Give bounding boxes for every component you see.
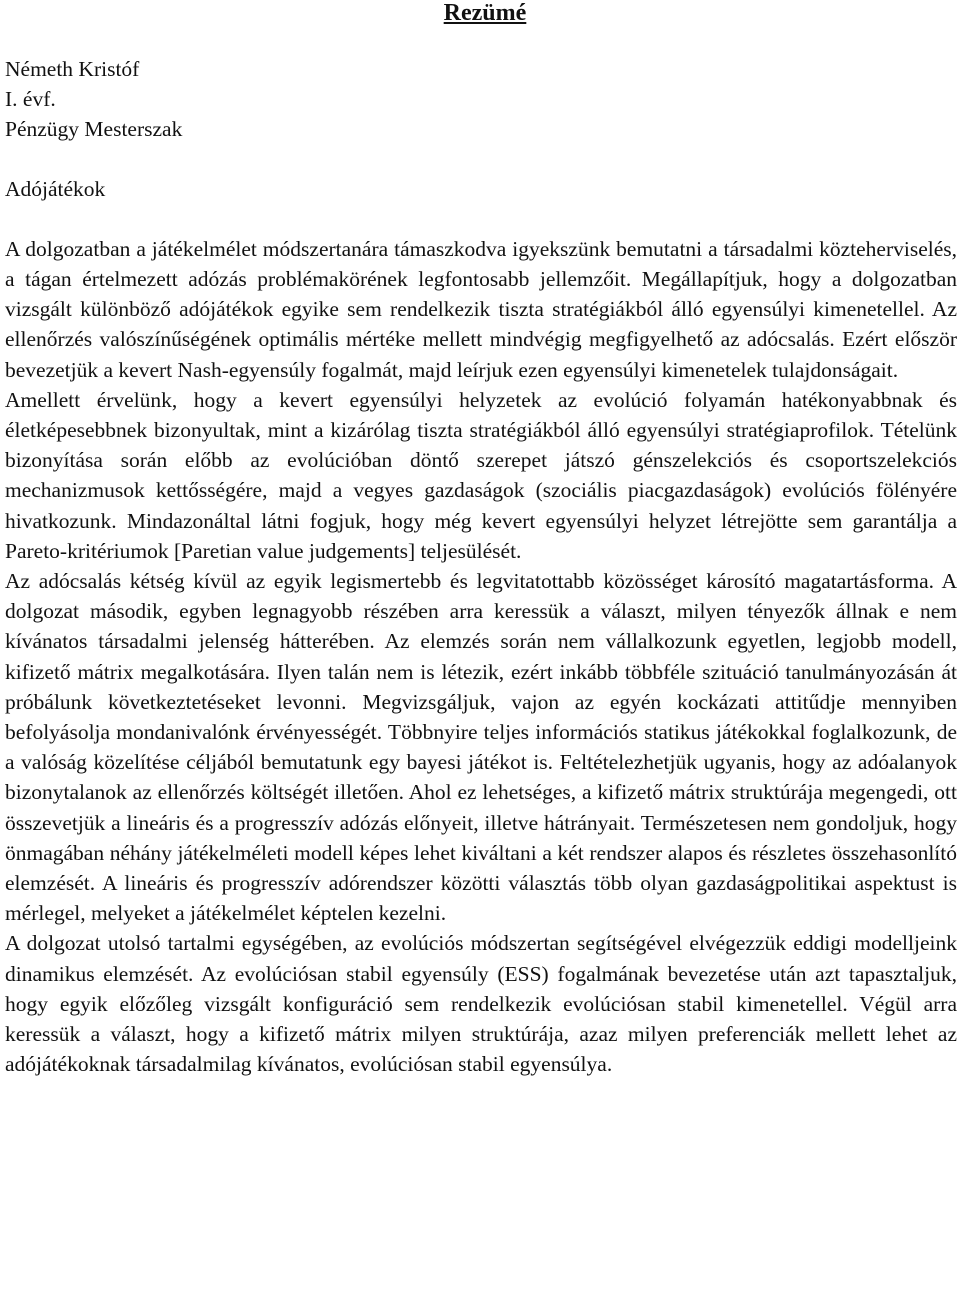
paragraph-evolution-argument: Amellett érvelünk, hogy a kevert egyensúlyi helyzetek az evolúció folyamán hatékonyabbnak és életképesebbnek bizonyultak, mint a kizárólag tiszta stratégiákból álló egyensúlyi stratégiaprofilok. Tételünk bizonyítása során előbb az evolúcióban döntő szerepet játszó génszelekciós és csoportszelekciós mechanizmusok kettősségére, majd a vegyes gazdaságok (szociális piacgazdaságok) evolúciós fölényére hivatkozunk. Mindazonáltal látni fogjuk, hogy még kevert egyensúlyi helyzet létrejötte sem garantálja a Pareto-kritériumok [Paretian value judgements] teljesülését. xyxy=(5,387,957,563)
study-year: I. évf. xyxy=(5,87,56,112)
paragraph-tax-evasion: Az adócsalás kétség kívül az egyik legismertebb és legvitatottabb közösséget károsító magatartásforma. A dolgozat második, egyben legnagyobb részében arra keressük a választ, milyen tényezők állnak e nem kívánatos társadalmi jelenség hátterében. Az elemzés során nem vállalkozunk egyetlen, legjobb modell, kifizető mátrix megalkotására. Ilyen talán nem is létezik, ezért inkább többféle szituáció tanulmányozásán át próbálunk következtetéseket levonni. Megvizsgáljuk, vajon az egyén kockázati attitűdje mennyiben befolyásolja mondanivalónk érvényességét. Többnyire teljes információs statikus játékokkal foglalkozunk, de a valóság közelítése céljából bemutatunk egy bayesi játékot is. Feltételezhetjük ugyanis, hogy az adóalanyok bizonytalanok az ellenőrzés költségét illetően. Ahol ez lehetséges, a kifizető mátrix struktúrája megengedi, ott összevetjük a lineáris és a progresszív adózás előnyeit, illetve hátrányait. Természetesen nem gondoljuk, hogy önmagában néhány játékelméleti modell képes lehet kiváltani a két rendszer alapos és részletes összehasonlító elemzését. A lineáris és progresszív adórendszer közötti választás több olyan gazdaságpolitikai aspektust is mérlegel, melyeket a játékelmélet képtelen kezelni. xyxy=(5,569,957,926)
author-name: Németh Kristóf xyxy=(5,57,140,81)
thesis-topic: Adójátékok xyxy=(5,176,106,201)
document-title: Rezümé xyxy=(443,0,527,26)
study-program: Pénzügy Mesterszak xyxy=(5,117,183,142)
paragraph-dynamic-analysis: A dolgozat utolsó tartalmi egységében, az evolúciós módszertan segítségével elvégezzük eddigi modelljeink dinamikus elemzését. Az evolúciósan stabil egyensúly (ESS) fogalmának bevezetése után azt tapasztaljuk, hogy egyik előzőleg vizsgált konfiguráció sem rendelkezik evolúciósan stabil kimenetellel. Végül arra keressük a választ, hogy a kifizető mátrix milyen struktúrája, azaz milyen preferenciák mellett lehet az adójátékoknak társadalmilag kívánatos, evolúciósan stabil egyensúlya. xyxy=(5,931,957,1077)
paragraph-intro: A dolgozatban a játékelmélet módszertanára támaszkodva igyekszünk bemutatni a társadalmi közteherviselés, a tágan értelmezett adózás problémakörének legfontosabb jellemzőit. Megállapítjuk, hogy a dolgozatban vizsgált különböző adójátékok egyike sem rendelkezik tiszta stratégiákból álló egyensúlyi kimenetellel. Az ellenőrzés valószínűségének optimális mértéke mellett mindvégig megfigyelhető az adócsalás. Ezért először bevezetjük a kevert Nash-egyensúly fogalmát, majd leírjuk ezen egyensúlyi kimenetelek tulajdonságait. xyxy=(5,236,957,382)
document-page xyxy=(5,0,957,1080)
